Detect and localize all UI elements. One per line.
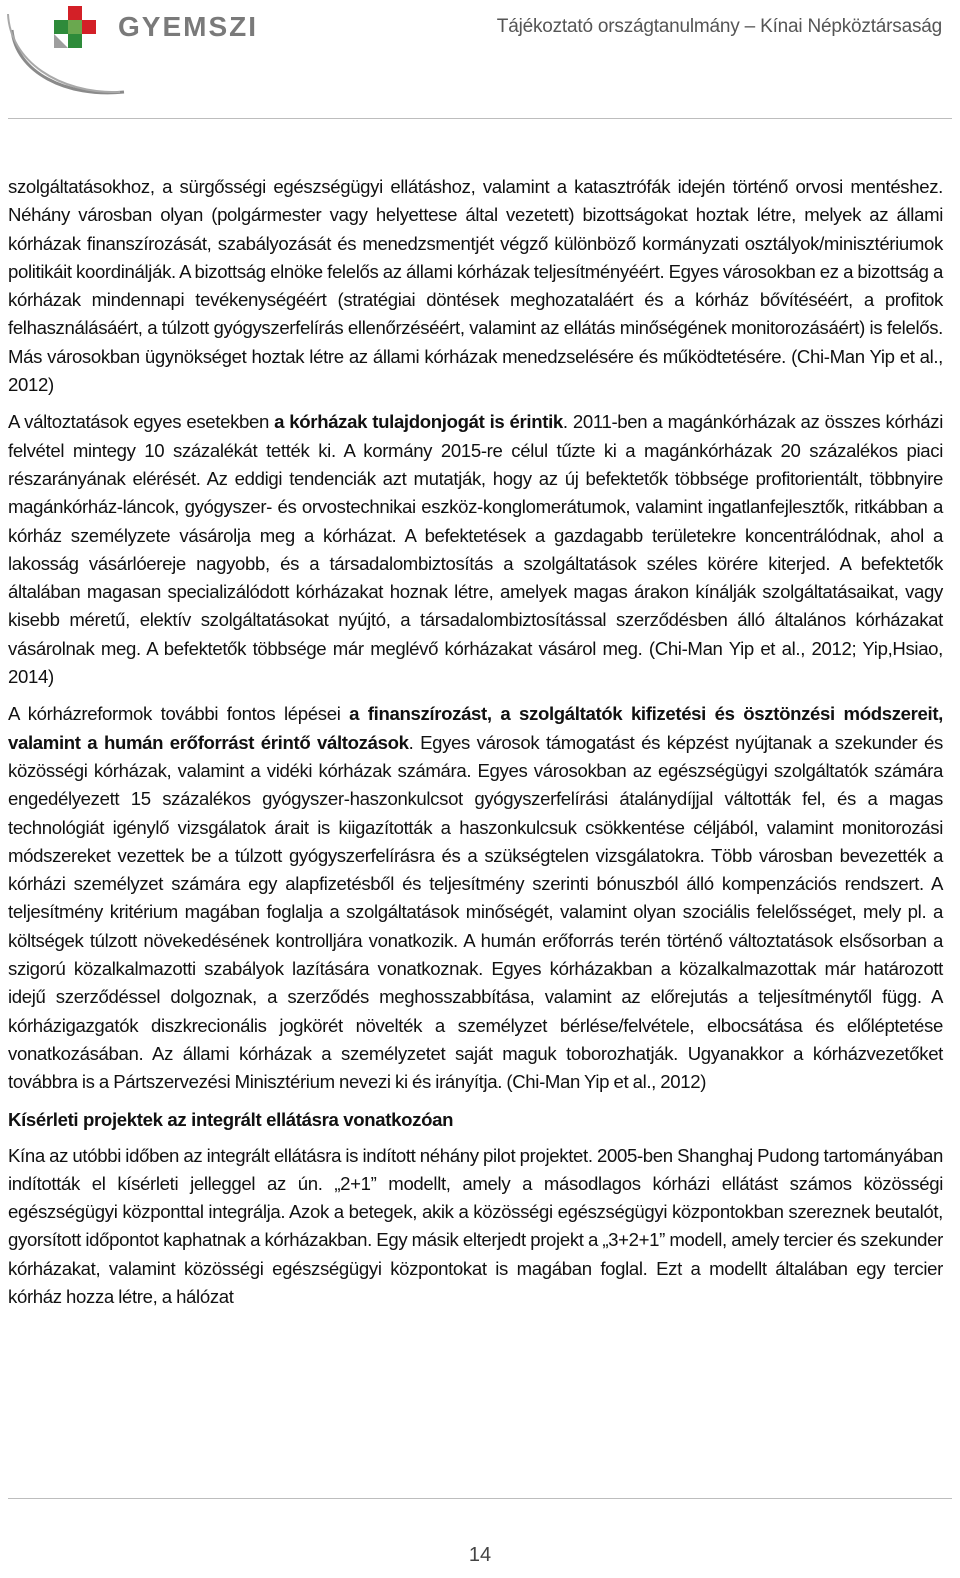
document-title: Tájékoztató országtanulmány – Kínai Népköztársaság bbox=[496, 16, 942, 37]
cross-icon bbox=[54, 6, 96, 48]
paragraph-4-text: Kína az utóbbi időben az integrált ellátásra is indított néhány pilot projektet. 2005-ben Shanghaj Pudong tartományában indították el kísérleti jelleggel az ún. „2+1” modellt, amely a másodlagos kórházi ellátást számos közösségi egészségügyi központtal integrálja. Azok a betegek, akik a közösségi egészségügyi központokban szereznek beutalót, gyorsított időpontot kaphatnak a kórházakban. Egy másik elterjedt projekt a „3+2+1” modell, amely tercier és szekunder kórházakat, valamint közösségi egészségügyi központokat is magában foglal. Ezt a modellt általában egy tercier kórház hozza létre, a hálózat bbox=[8, 1144, 943, 1307]
page-number: 14 bbox=[468, 1544, 492, 1566]
paragraph-3-text-b: . Egyes városok támogatást és képzést nyújtanak a szekunder és közösségi kórházak, valamint a vidéki kórházak számára. Egyes városokban az egészségügyi szolgáltatók számára engedélyezett 15 százalékos gyógyszer-haszonkulcsot gyógyszerfelírási átalánydíjjal váltották fel, és a magas technológiát igénylő vizsgálatok árait is kiigazították a haszonkulcsuk csökkentése céljából, valamint monitorozási módszereket vezettek be a túlzott gyógyszerfelírásra és a szükségtelen vizsgálatokra. Több városban bevezették a kórházi személyzet számára egy alapfizetésből és teljesítmény szerinti bónuszból álló kompenzációs rendszert. A teljesítmény kritérium magában foglalja a szolgáltatások minőségét, valamint olyan szociális felelősséget, mely pl. a költségek túlzott növekedésének kontrolljára vonatkozik. A humán erőforrás terén történő változtatások elsősorban a szigorú közalkalmazotti szabályok lazítására vonatkoznak. Egyes kórházakban a közalkalmazottak már határozott idejű szerződéssel dolgoznak, a szerződés meghosszabbítása, valamint az előrejutás a teljesítménytől függ. A kórházigazgatók diszkrecionális jogkörét növelték a személyzet bérlése/felvétele, elbocsátása és előléptetése vonatkozásában. Az állami kórházak a személyzetet saját maguk toborozhatják. Ugyanakkor a kórházvezetőket továbbra is a Pártszervezési Minisztérium nevezi ki és irányítja. (Chi-Man Yip et al., 2012) bbox=[8, 731, 943, 1093]
paragraph-2-text-b: . 2011-ben a magánkórházak az összes kórházi felvétel mintegy 10 százalékát tették ki. A kormány 2015-re célul tűzte ki a magánkórházak 20 százalékos piaci részarányának elérését. Az eddigi tendenciák azt mutatják, hogy az új befektetők többsége profitorientált, többnyire magánkórház-láncok, gyógyszer- és orvostechnikai eszköz-konglomerátumok, valamint ingatlanfejlesztők, ritkábban a kórház személyzete vásárolja meg a kórházat. A befektetések a gazdagabb területekre koncentrálódnak, ahol a lakosság vásárlóereje nagyobb, és a társadalombiztosítás a szolgáltatások széles körére kiterjed. A befektetők általában magasan specializálódott kórházakat hoznak létre, amelyek magas árakon kínálják szolgáltatásaikat, vagy kisebb méretű, elektív szolgáltatásokat nyújtó, a társadalombiztosítással szerződésben álló általános kórházakat vásárolnak meg. A befektetők többsége már meglévő kórházakat vásárol meg. (Chi-Man Yip et al., 2012; Yip,Hsiao, 2014) bbox=[8, 411, 943, 688]
paragraph-1-text: szolgáltatásokhoz, a sürgősségi egészségügyi ellátáshoz, valamint a katasztrófák idején történő orvosi mentéshez. Néhány városban olyan (polgármester vagy helyettese által vezetett) bizottságokat hoztak létre, melyek az állami kórházak finanszírozását, szabályozását és menedzsmentjét végző különböző kormányzati osztályok/minisztériumok politikáit koordinálják. A bizottság elnöke felelős az állami kórházak teljesítményéért. Egyes városokban ez a bizottság a kórházak mindennapi tevékenységéért (stratégiai döntések meghozataláért és a kórház bővítéséért, a profitok felhasználásáért, a túlzott gyógyszerfelírás ellenőrzéséért, valamint az ellátás minőségének monitorozásáért) is felelős. Más városokban ügynökséget hoztak létre az állami kórházak menedzselésére és működtetésére. (Chi-Man Yip et al., 2012) bbox=[8, 176, 943, 396]
paragraph-3 bbox=[8, 700, 943, 1096]
gyemszi-logo bbox=[6, 2, 306, 102]
paragraph-4 bbox=[8, 1142, 943, 1312]
paragraph-1 bbox=[8, 173, 943, 399]
logo-wordmark: GYEMSZI bbox=[118, 11, 259, 42]
header-divider bbox=[8, 118, 952, 119]
paragraph-2-bold: a kórházak tulajdonjogát is érintik bbox=[274, 411, 563, 433]
page-body bbox=[8, 173, 943, 1320]
paragraph-3-bold: a finanszírozást, a szolgáltatók kifizetési és ösztönzési módszereit, valamint a humán erőforrást érintő változások bbox=[8, 703, 943, 753]
paragraph-2-text-a: A változtatások egyes esetekben bbox=[8, 411, 275, 433]
footer-divider bbox=[8, 1498, 952, 1499]
paragraph-2 bbox=[8, 408, 943, 691]
section-heading: Kísérleti projektek az integrált ellátásra vonatkozóan bbox=[8, 1108, 454, 1130]
page-header bbox=[0, 0, 960, 118]
paragraph-3-text-a: A kórházreformok további fontos lépései bbox=[8, 703, 350, 725]
